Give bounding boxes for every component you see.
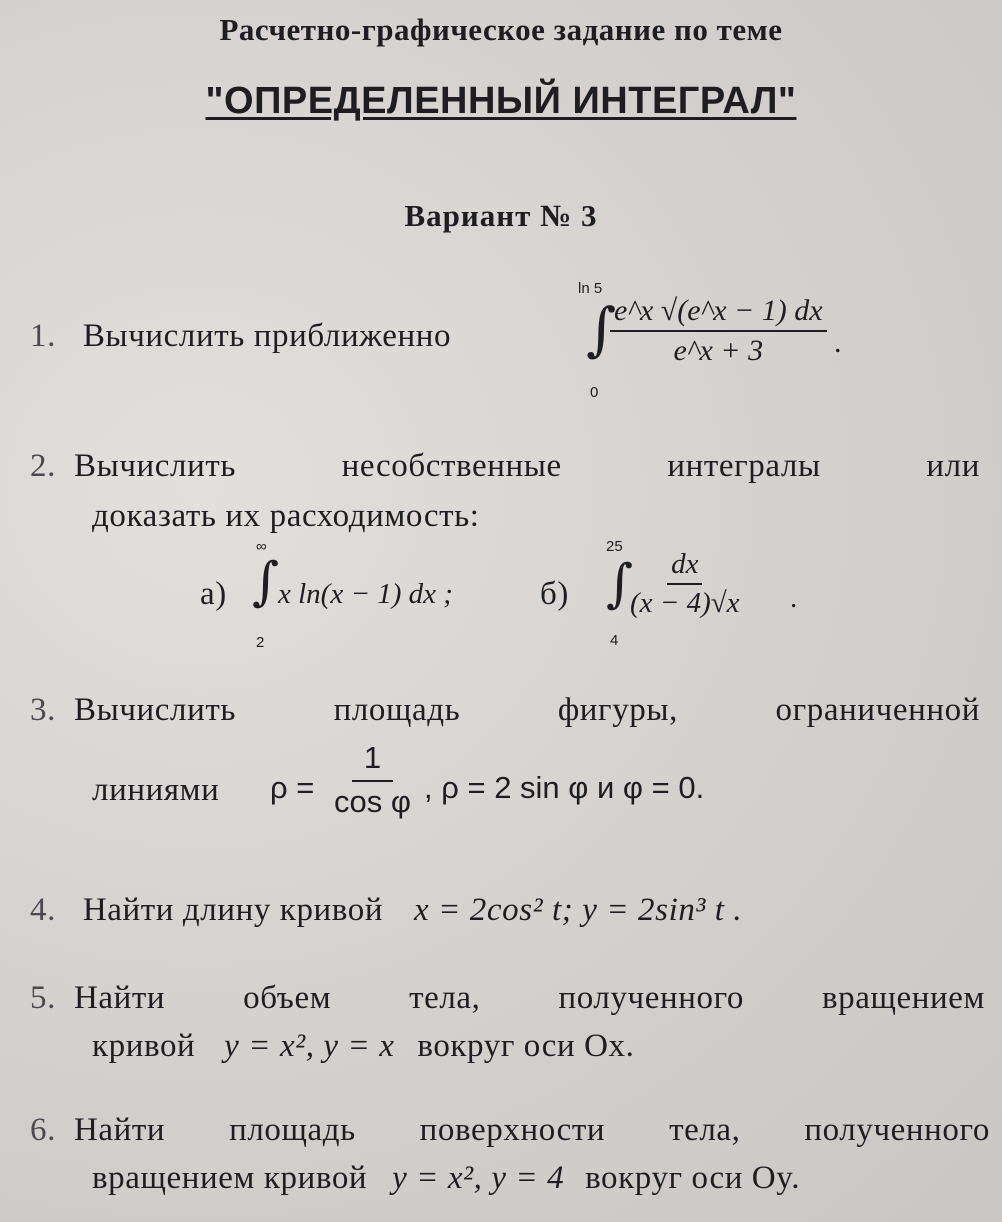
task-formula: y = x², y = 4	[392, 1160, 565, 1196]
task-text-end: вокруг оси Ox.	[417, 1028, 635, 1064]
part-label: б)	[540, 576, 569, 612]
task-1-formula	[578, 280, 848, 400]
formula-end: .	[834, 326, 842, 359]
task-word: ограниченной	[775, 692, 980, 728]
task-word: тела,	[409, 980, 481, 1016]
task-word: тела,	[669, 1112, 741, 1148]
part-label: а)	[200, 576, 227, 612]
task-2-line-1	[30, 448, 980, 485]
task-word: Вычислить	[73, 692, 237, 728]
task-text: вращением кривой	[92, 1160, 368, 1196]
fraction-denominator: cos φ	[334, 784, 411, 819]
integral-lower-limit: 2	[256, 634, 265, 651]
integral-lower-limit: 4	[610, 632, 619, 649]
integral-upper-limit: ∞	[256, 538, 267, 555]
task-2-line-2: доказать их расходимость:	[92, 498, 480, 534]
task-text-end: вокруг оси Oy.	[585, 1160, 801, 1196]
document-title: Расчетно-графическое задание по теме	[219, 12, 783, 47]
task-word: фигуры,	[557, 692, 679, 728]
task-number: 4.	[30, 892, 56, 928]
task-number: 3.	[30, 692, 56, 728]
task-text: линиями	[92, 772, 220, 808]
task-6-line-2	[92, 1160, 800, 1197]
integrand-fraction	[610, 294, 827, 368]
rho-fraction	[330, 740, 415, 820]
task-word: или	[926, 448, 980, 484]
fraction-denominator: (x − 4)√x	[630, 587, 740, 619]
task-5-line-2	[92, 1028, 634, 1065]
formula-end: .	[790, 582, 798, 614]
variant-label: Вариант № 3	[404, 198, 598, 233]
task-word: площадь	[229, 1112, 356, 1148]
task-2-first-word	[30, 448, 236, 485]
task-6-line-1	[30, 1112, 990, 1149]
task-5-line-1	[30, 980, 985, 1017]
task-formula: y = x², y = x	[224, 1028, 395, 1064]
task-word: Найти	[73, 980, 166, 1016]
topic-title	[0, 80, 1002, 123]
task-text: кривой	[92, 1028, 196, 1064]
formula-rest: , ρ = 2 sin φ и φ = 0.	[424, 770, 705, 805]
fraction-denominator: e^x + 3	[673, 334, 764, 367]
integrand: x ln(x − 1) dx ;	[278, 578, 453, 610]
fraction-numerator: dx	[667, 548, 702, 585]
task-number: 5.	[30, 980, 56, 1016]
task-number: 6.	[30, 1112, 56, 1148]
task-word: несобственные	[341, 448, 562, 484]
integral-lower-limit: 0	[590, 384, 599, 401]
task-text: Вычислить приближенно	[82, 318, 452, 354]
task-4	[30, 892, 742, 929]
task-word: вращением	[821, 980, 985, 1016]
task-word: объем	[243, 980, 332, 1016]
task-6-first-word	[30, 1112, 165, 1149]
integral-upper-limit: ln 5	[578, 280, 603, 297]
task-word: площадь	[333, 692, 461, 728]
integral-sign: ∫	[252, 552, 280, 612]
task-5-first-word	[30, 980, 165, 1017]
task-number: 2.	[30, 448, 56, 484]
task-number: 1.	[30, 318, 56, 354]
task-word: интегралы	[667, 448, 821, 484]
task-3-line-2	[92, 740, 872, 840]
fraction-numerator: 1	[352, 740, 393, 782]
task-word: поверхности	[419, 1112, 606, 1148]
task-text: Найти длину кривой	[82, 892, 384, 928]
task-word: полученного	[804, 1112, 990, 1148]
task-2a-formula	[200, 538, 500, 650]
task-1	[30, 318, 451, 355]
task-word: Вычислить	[73, 448, 237, 484]
task-word: полученного	[558, 980, 745, 1016]
fraction-numerator: e^x √(e^x − 1) dx	[610, 294, 827, 332]
integral-upper-limit: 25	[606, 538, 623, 555]
task-formula: x = 2cos² t; y = 2sin³ t .	[413, 892, 743, 928]
integrand-fraction	[626, 548, 744, 620]
integral-sign: ∫	[606, 554, 634, 614]
topic-title-text: "ОПРЕДЕЛЕННЫЙ ИНТЕГРАЛ"	[205, 80, 797, 122]
task-2b-formula	[540, 534, 820, 650]
integral-sign: ∫	[586, 295, 617, 363]
task-3-line-1	[30, 692, 980, 729]
task-3-first-word	[30, 692, 236, 729]
task-word: Найти	[73, 1112, 166, 1148]
rho-label: ρ =	[270, 770, 315, 805]
